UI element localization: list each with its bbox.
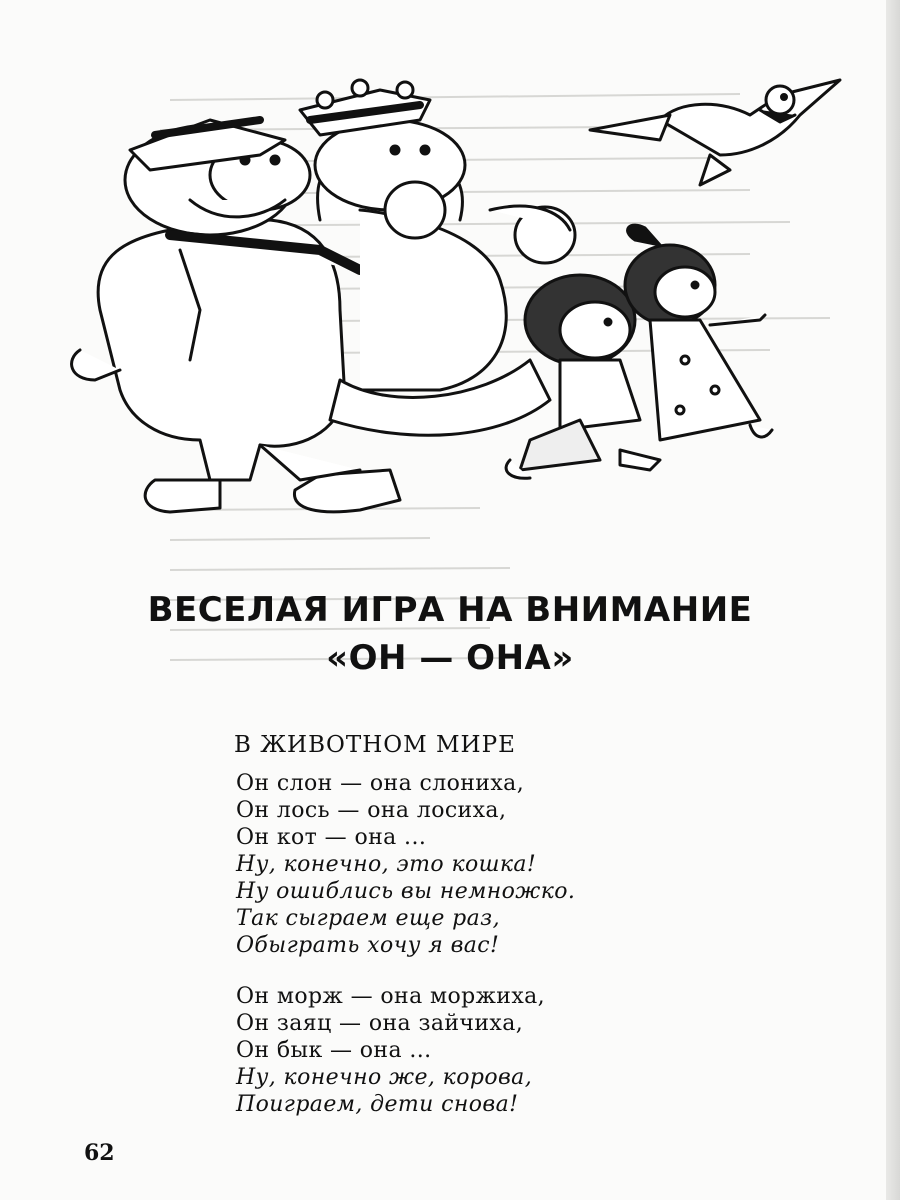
poem-line: Ну ошиблись вы немножко. bbox=[236, 879, 576, 904]
poem-line: Ну, конечно, это кошка! bbox=[236, 852, 537, 877]
poem-line: Он кот — она ... bbox=[236, 825, 427, 850]
hedgehog-girl-icon bbox=[625, 225, 772, 440]
page-title: ВЕСЕЛАЯ ИГРА НА ВНИМАНИЕ bbox=[147, 590, 753, 630]
cartoon-illustration bbox=[60, 60, 860, 530]
poem-line: Ну, конечно же, корова, bbox=[236, 1065, 533, 1090]
bird-icon bbox=[590, 80, 840, 185]
page-subtitle: «ОН — ОНА» bbox=[326, 638, 574, 678]
page-edge bbox=[886, 0, 900, 1200]
poem-line: Он морж — она моржиха, bbox=[236, 984, 546, 1009]
poem-line: Так сыграем еще раз, bbox=[236, 906, 500, 931]
poem-line: Обыграть хочу я вас! bbox=[236, 933, 500, 958]
poem-line: Он бык — она ... bbox=[236, 1038, 432, 1063]
poem-stanza bbox=[236, 770, 796, 959]
stanza-gap bbox=[236, 959, 796, 983]
page-number: 62 bbox=[84, 1140, 115, 1166]
poem-line: Он слон — она слониха, bbox=[236, 771, 525, 796]
poem-line: Он лось — она лосиха, bbox=[236, 798, 507, 823]
poem-stanza bbox=[236, 983, 796, 1118]
poem bbox=[236, 770, 796, 1118]
section-heading: В ЖИВОТНОМ МИРЕ bbox=[234, 732, 516, 758]
poem-line: Поиграем, дети снова! bbox=[236, 1092, 519, 1117]
poem-line: Он заяц — она зайчиха, bbox=[236, 1011, 524, 1036]
